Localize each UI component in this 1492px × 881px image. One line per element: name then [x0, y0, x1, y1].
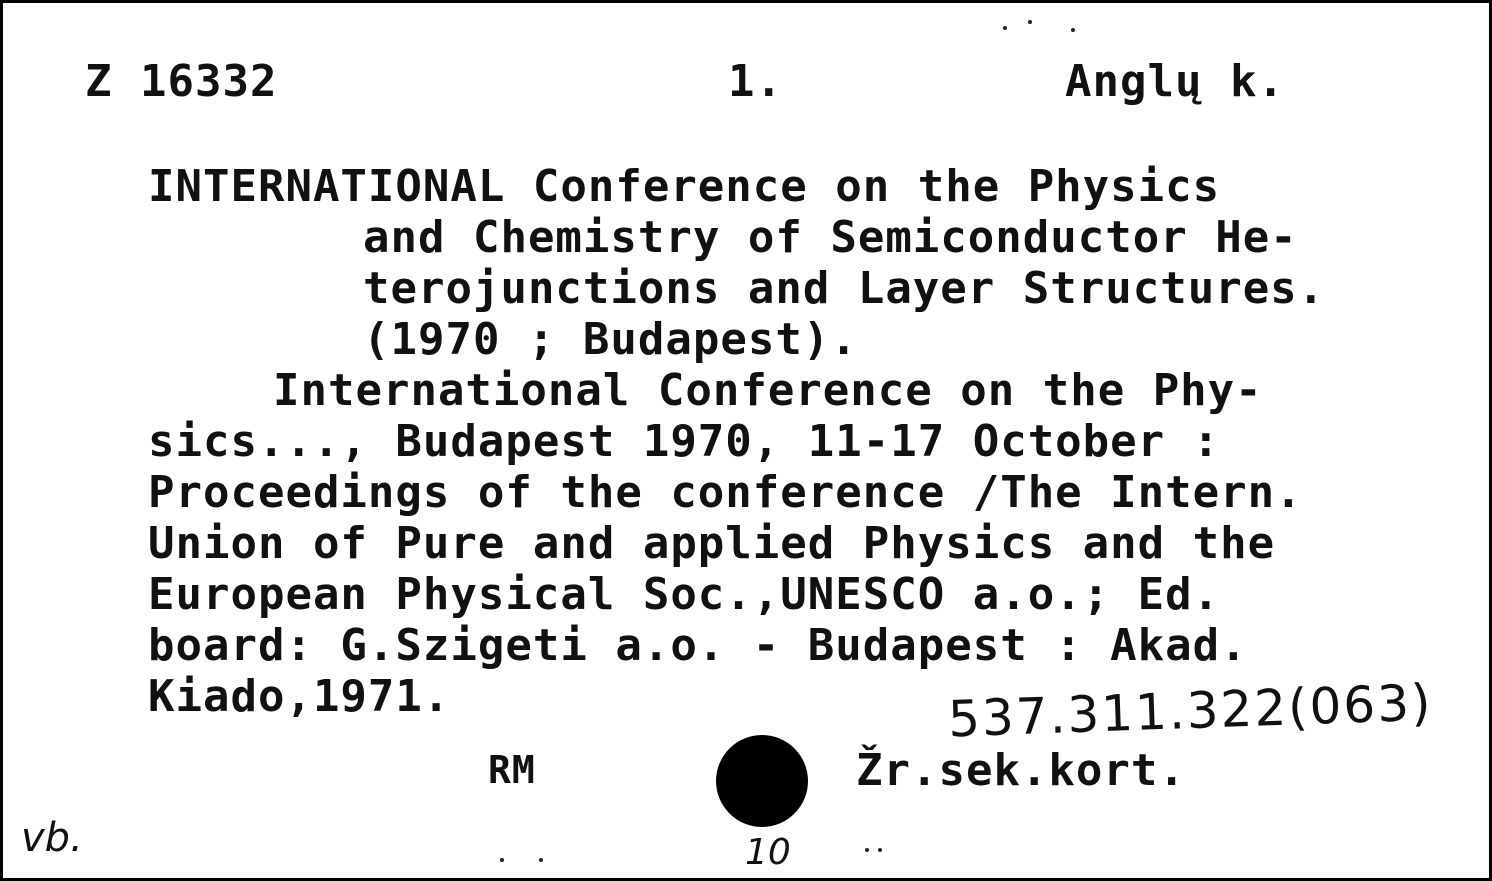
scan-speck	[878, 848, 882, 852]
body-line: International Conference on the Phy-	[273, 365, 1263, 416]
scan-speck	[500, 858, 504, 862]
scan-speck	[1028, 20, 1032, 24]
scan-speck	[1071, 28, 1075, 32]
reading-room-note: Žr.sek.kort.	[856, 745, 1186, 796]
handwritten-initials: vb.	[21, 815, 83, 861]
body-line: Union of Pure and applied Physics and the	[148, 518, 1276, 569]
heading-line: and Chemistry of Semiconductor He-	[363, 212, 1298, 263]
scan-speck	[865, 848, 869, 852]
heading-line: (1970 ; Budapest).	[363, 314, 858, 365]
body-line: sics..., Budapest 1970, 11-17 October :	[148, 416, 1221, 467]
heading-line: terojunctions and Layer Structures.	[363, 263, 1326, 314]
handwritten-number: 10	[745, 832, 791, 873]
classification-number: 537.311.322(063)	[947, 673, 1434, 749]
scan-speck	[539, 858, 543, 862]
body-line: European Physical Soc.,UNESCO a.o.; Ed.	[148, 569, 1221, 620]
call-number: Z 16332	[85, 56, 278, 107]
location-code: RM	[488, 748, 536, 792]
scan-speck	[1003, 26, 1007, 30]
body-line: board: G.Szigeti a.o. - Budapest : Akad.	[148, 620, 1248, 671]
punch-hole	[716, 735, 808, 827]
body-line: Proceedings of the conference /The Intern.	[148, 467, 1303, 518]
card-number: 1.	[728, 56, 783, 107]
heading-line: INTERNATIONAL Conference on the Physics	[148, 161, 1221, 212]
body-line: Kiado,1971.	[148, 671, 451, 722]
language-note: Anglų k.	[1065, 56, 1285, 107]
catalog-card	[3, 3, 1489, 878]
